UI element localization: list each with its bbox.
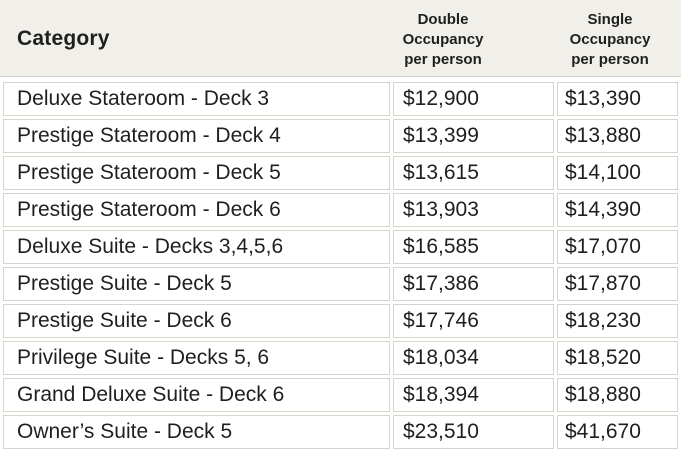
category-cell: Prestige Stateroom - Deck 6 xyxy=(3,193,390,227)
table-row xyxy=(0,192,681,229)
double-price-cell: $13,399 xyxy=(393,119,554,153)
table-row xyxy=(0,414,681,451)
double-price-cell: $16,585 xyxy=(393,230,554,264)
header-double-occupancy xyxy=(363,10,523,70)
table-body xyxy=(0,81,681,451)
single-price-cell: $17,070 xyxy=(557,230,678,264)
double-price-cell: $17,386 xyxy=(393,267,554,301)
single-price-cell: $13,880 xyxy=(557,119,678,153)
table-row xyxy=(0,81,681,118)
single-price-cell: $14,390 xyxy=(557,193,678,227)
category-cell: Prestige Suite - Deck 5 xyxy=(3,267,390,301)
single-price-cell: $41,670 xyxy=(557,415,678,449)
table-header xyxy=(0,0,681,77)
single-price-cell: $14,100 xyxy=(557,156,678,190)
header-category: Category xyxy=(17,27,110,50)
header-single-line2: Occupancy xyxy=(569,31,651,48)
double-price-cell: $13,903 xyxy=(393,193,554,227)
category-cell: Deluxe Suite - Decks 3,4,5,6 xyxy=(3,230,390,264)
table-row xyxy=(0,377,681,414)
header-single-line3: per person xyxy=(571,51,649,68)
header-double-line2: Occupancy xyxy=(402,31,484,48)
header-single-line1: Single xyxy=(587,11,633,28)
header-double-line1: Double xyxy=(417,11,469,28)
header-single-occupancy xyxy=(530,10,681,70)
double-price-cell: $17,746 xyxy=(393,304,554,338)
category-cell: Deluxe Stateroom - Deck 3 xyxy=(3,82,390,116)
double-price-cell: $23,510 xyxy=(393,415,554,449)
single-price-cell: $18,880 xyxy=(557,378,678,412)
category-cell: Privilege Suite - Decks 5, 6 xyxy=(3,341,390,375)
table-row xyxy=(0,229,681,266)
single-price-cell: $13,390 xyxy=(557,82,678,116)
category-cell: Prestige Stateroom - Deck 4 xyxy=(3,119,390,153)
table-row xyxy=(0,155,681,192)
double-price-cell: $18,394 xyxy=(393,378,554,412)
category-cell: Owner’s Suite - Deck 5 xyxy=(3,415,390,449)
single-price-cell: $18,520 xyxy=(557,341,678,375)
single-price-cell: $17,870 xyxy=(557,267,678,301)
table-row xyxy=(0,303,681,340)
table-row xyxy=(0,340,681,377)
double-price-cell: $13,615 xyxy=(393,156,554,190)
category-cell: Prestige Suite - Deck 6 xyxy=(3,304,390,338)
table-row xyxy=(0,118,681,155)
double-price-cell: $18,034 xyxy=(393,341,554,375)
header-double-line3: per person xyxy=(404,51,482,68)
table-row xyxy=(0,266,681,303)
category-cell: Grand Deluxe Suite - Deck 6 xyxy=(3,378,390,412)
category-cell: Prestige Stateroom - Deck 5 xyxy=(3,156,390,190)
double-price-cell: $12,900 xyxy=(393,82,554,116)
single-price-cell: $18,230 xyxy=(557,304,678,338)
